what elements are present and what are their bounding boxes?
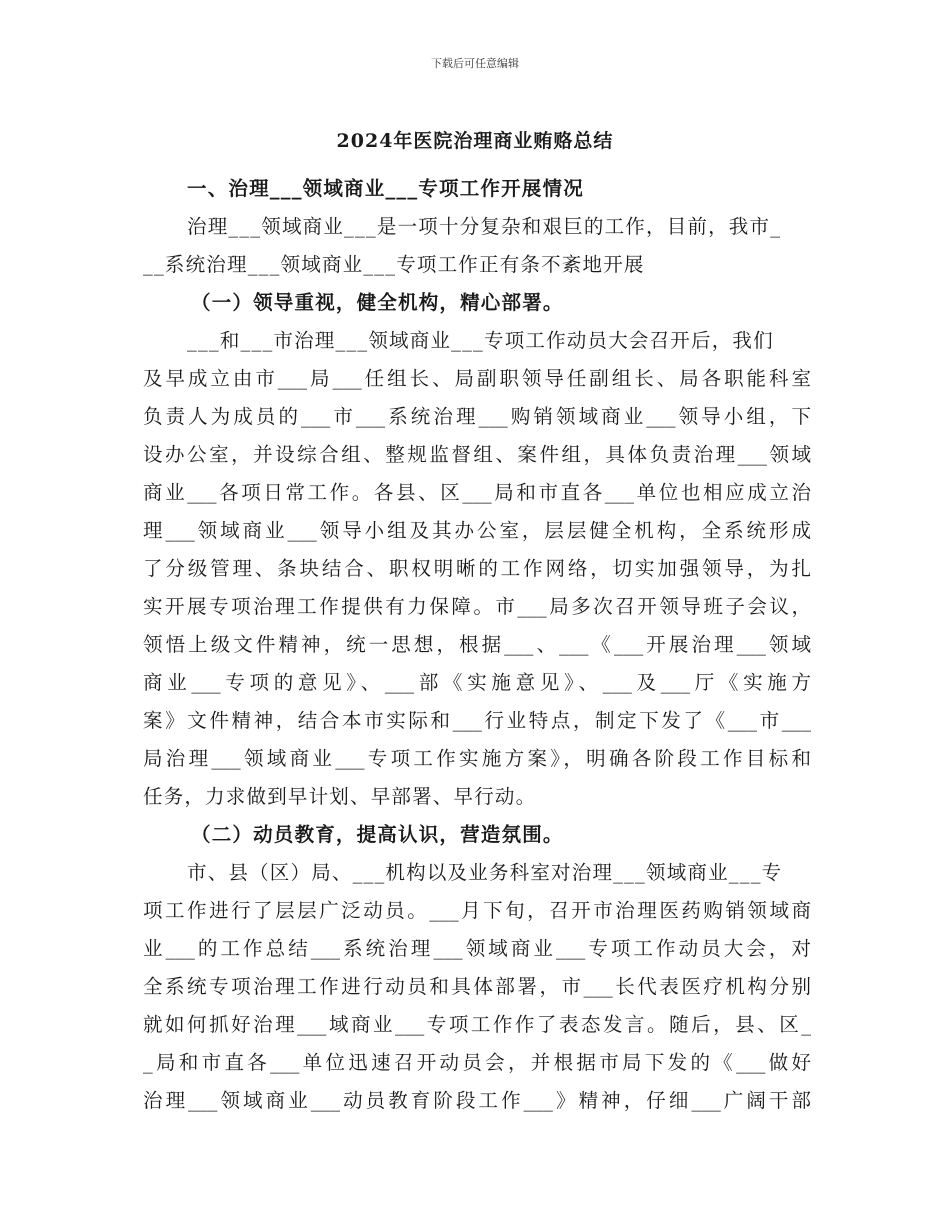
section-heading: 一、治理___领域商业___专项工作开展情况 bbox=[187, 177, 584, 200]
paragraph-line: 负责人为成员的___市___系统治理___购销领域商业___领导小组，下 bbox=[143, 405, 811, 428]
paragraph-line: 治理___领域商业___动员教育阶段工作___》精神，仔细___广阔干部 bbox=[143, 1089, 811, 1112]
paragraph-line: 设办公室，并设综合组、整规监督组、案件组，具体负责治理___领域 bbox=[143, 443, 811, 466]
paragraph-line: 项工作进行了层层广泛动员。___月下旬，召开市治理医药购销领域商 bbox=[143, 899, 811, 922]
paragraph-line: ___和___市治理___领域商业___专项工作动员大会召开后，我们 bbox=[187, 329, 774, 352]
document-body bbox=[143, 170, 811, 1120]
paragraph-line: _局和市直各___单位迅速召开动员会，并根据市局下发的《___做好 bbox=[143, 1051, 811, 1074]
paragraph-line: 案》文件精神，结合本市实际和___行业特点，制定下发了《___市___ bbox=[143, 709, 811, 732]
paragraph-line: 治理___领域商业___是一项十分复杂和艰巨的工作，目前，我市_ bbox=[187, 215, 782, 238]
paragraph-line: __系统治理___领域商业___专项工作正有条不紊地开展 bbox=[143, 253, 645, 276]
paragraph-line: 局治理___领域商业___专项工作实施方案》，明确各阶段工作目标和 bbox=[143, 747, 811, 770]
paragraph-line: 业___的工作总结___系统治理___领域商业___专项工作动员大会，对 bbox=[143, 937, 811, 960]
paragraph-line: 全系统专项治理工作进行动员和具体部署，市___长代表医疗机构分别 bbox=[143, 975, 811, 998]
paragraph-line: 理___领域商业___领导小组及其办公室，层层健全机构，全系统形成 bbox=[143, 519, 811, 542]
paragraph-line: 任务，力求做到早计划、早部署、早行动。 bbox=[143, 785, 537, 808]
paragraph-line: 及早成立由市___局___任组长、局副职领导任副组长、局各职能科室 bbox=[143, 367, 811, 390]
paragraph-line: 领悟上级文件精神，统一思想，根据___、___《___开展治理___领域 bbox=[143, 633, 811, 656]
paragraph-line: 实开展专项治理工作提供有力保障。市___局多次召开领导班子会议， bbox=[143, 595, 811, 618]
header-note: 下载后可任意编辑 bbox=[431, 57, 519, 70]
paragraph-line: 商业___专项的意见》、___部《实施意见》、___及___厅《实施方 bbox=[143, 671, 811, 694]
paragraph-line: 商业___各项日常工作。各县、区___局和市直各___单位也相应成立治 bbox=[143, 481, 811, 504]
paragraph-line: 就如何抓好治理___域商业___专项工作作了表态发言。随后，县、区_ bbox=[143, 1013, 811, 1036]
paragraph-line: 市、县（区）局、___机构以及业务科室对治理___领域商业___专 bbox=[187, 861, 783, 884]
document-title: 2024年医院治理商业贿赂总结 bbox=[336, 130, 614, 152]
subsection-heading: （二）动员教育，提高认识，营造氛围。 bbox=[191, 823, 564, 846]
paragraph-line: 了分级管理、条块结合、职权明晰的工作网络，切实加强领导，为扎 bbox=[143, 557, 811, 580]
subsection-heading: （一）领导重视，健全机构，精心部署。 bbox=[191, 291, 564, 314]
